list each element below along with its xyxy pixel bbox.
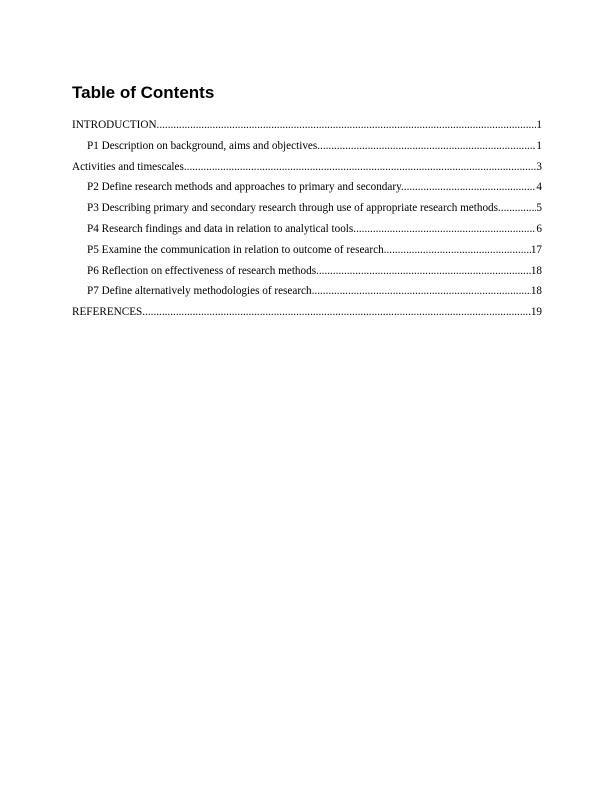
toc-entry-p4[interactable] [72, 219, 542, 240]
toc-entry-label[interactable]: INTRODUCTION [72, 119, 157, 131]
toc-entry-p7[interactable] [72, 281, 542, 302]
toc-page-number: 1 [536, 139, 542, 152]
toc-page-number: 4 [536, 181, 542, 194]
toc-entry-label[interactable]: Activities and timescales [72, 160, 184, 173]
toc-entry-label[interactable]: P5 Examine the communication in relation to outcome of research. [87, 243, 387, 256]
dot-leader [314, 281, 530, 302]
toc-page-number: 1 [536, 119, 542, 131]
toc-page-number: 18 [530, 285, 542, 298]
toc-entry-p2[interactable] [72, 177, 542, 198]
toc-page-number: 3 [536, 160, 542, 173]
toc-page-number: 5 [536, 202, 542, 215]
dot-leader [356, 219, 536, 240]
dot-leader [142, 302, 531, 323]
dot-leader [404, 177, 537, 198]
toc-entry-p5[interactable] [72, 240, 542, 261]
toc-page-number: 6 [536, 222, 542, 235]
toc-title: Table of Contents [72, 83, 215, 102]
dot-leader [501, 198, 537, 219]
toc-entry-references[interactable] [72, 302, 542, 323]
toc-entry-label[interactable]: P3 Describing primary and secondary research through use of appropriate research methods. [87, 202, 501, 215]
dot-leader [184, 157, 537, 178]
toc-entry-label[interactable]: P7 Define alternatively methodologies of research. [87, 285, 315, 298]
toc-entry-label[interactable]: P1 Description on background, aims and objectives. [87, 139, 321, 152]
toc-page-number: 19 [530, 306, 542, 319]
toc-page-number: 17 [530, 243, 542, 256]
toc-entry-label[interactable]: P4 Research findings and data in relation to analytical tools. [87, 222, 357, 235]
toc-entry-activities[interactable] [72, 157, 542, 178]
toc-page-number: 18 [530, 264, 542, 277]
toc-entry-p6[interactable] [72, 261, 542, 282]
dot-leader [316, 261, 531, 282]
toc-entry-introduction[interactable] [72, 115, 542, 136]
toc-entry-label[interactable]: P2 Define research methods and approaches to primary and secondary. [87, 181, 404, 194]
toc-entry-p1[interactable] [72, 136, 542, 157]
dot-leader [157, 115, 537, 136]
dot-leader [386, 240, 530, 261]
dot-leader [320, 136, 536, 157]
toc-entry-label[interactable]: REFERENCES [72, 306, 143, 319]
toc-entry-p3[interactable] [72, 198, 542, 219]
toc-entry-label[interactable]: P6 Reflection on effectiveness of research methods [87, 264, 317, 277]
toc-list [72, 115, 542, 323]
